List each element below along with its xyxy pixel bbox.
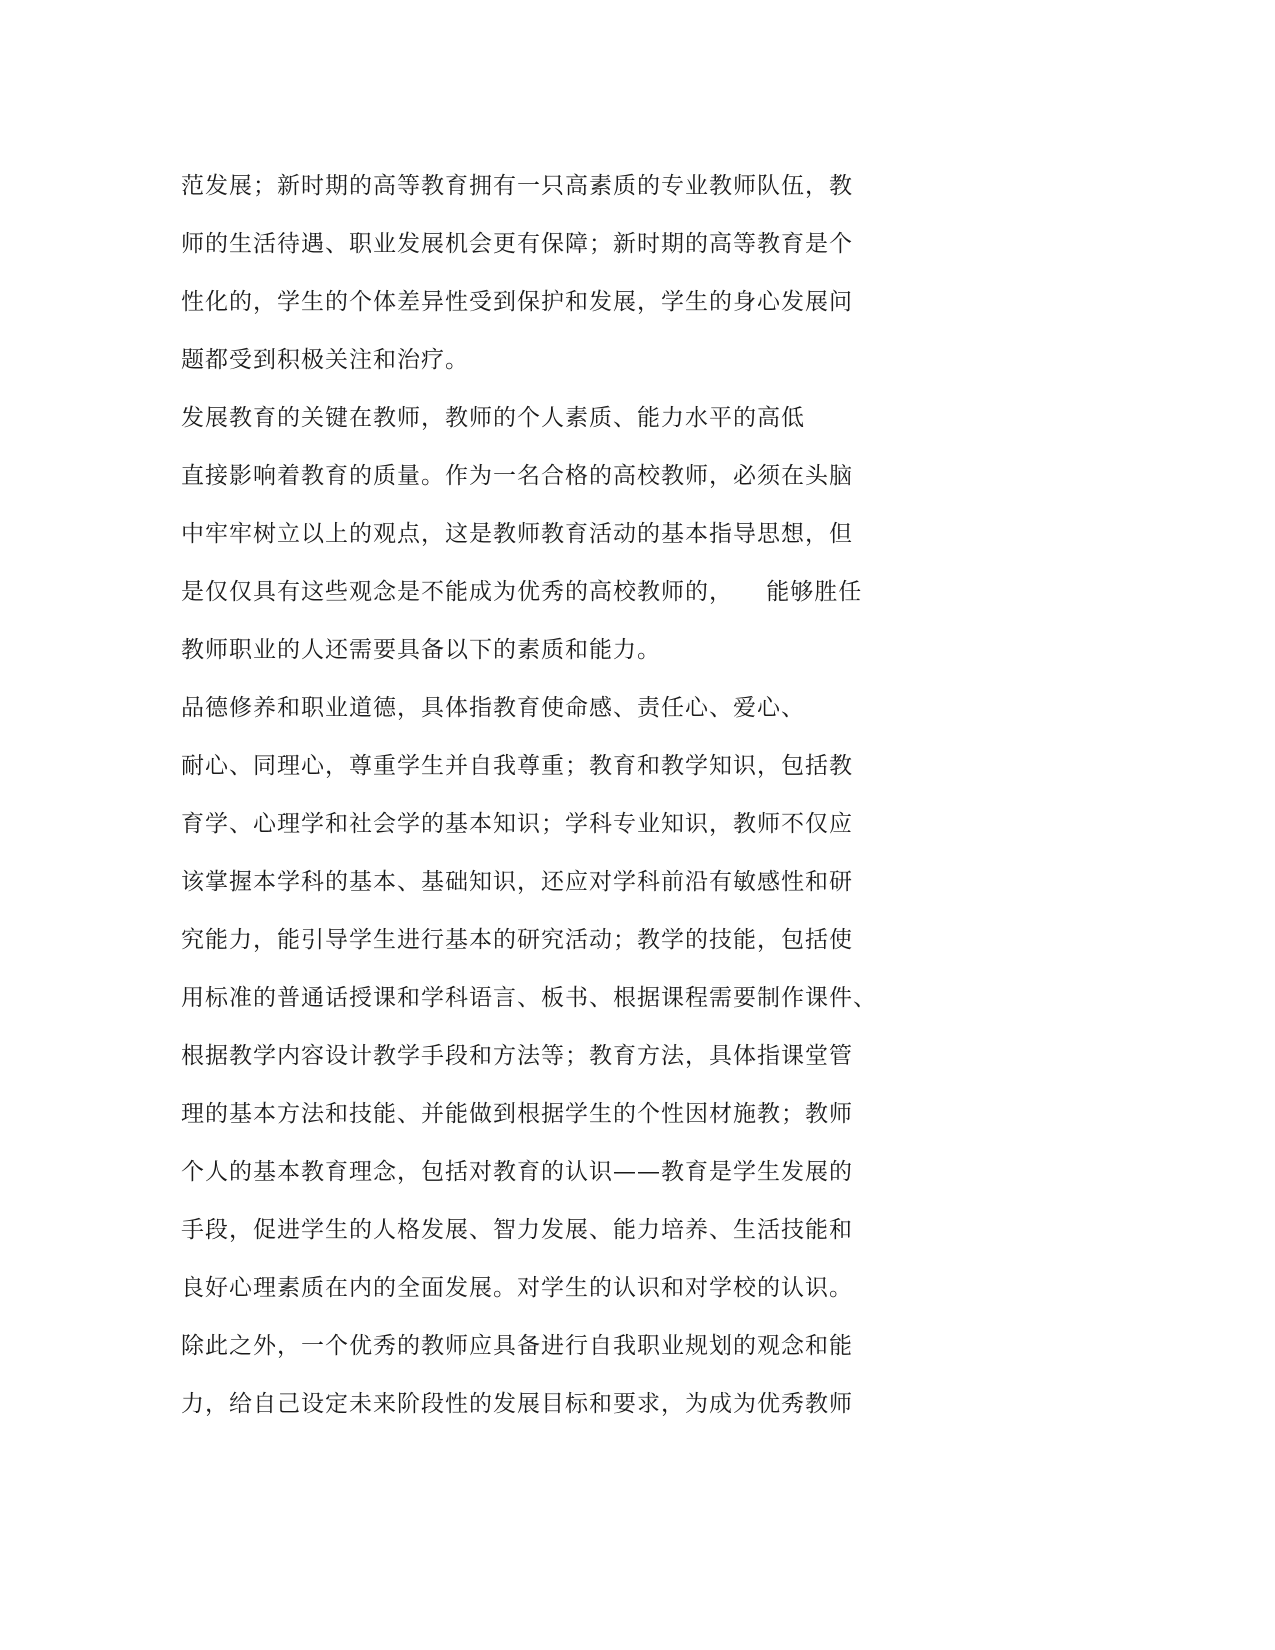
- text-line: 力，给自己设定未来阶段性的发展目标和要求，为成为优秀教师: [181, 1391, 853, 1417]
- text-line: 育学、心理学和社会学的基本知识；学科专业知识，教师不仅应: [181, 811, 853, 837]
- text-line: 中牢牢树立以上的观点，这是教师教育活动的基本指导思想，但: [181, 521, 853, 547]
- text-line: 根据教学内容设计教学手段和方法等；教育方法，具体指课堂管: [181, 1043, 853, 1069]
- text-line: 教师职业的人还需要具备以下的素质和能力。: [181, 637, 661, 663]
- text-line: 理的基本方法和技能、并能做到根据学生的个性因材施教；教师: [181, 1101, 853, 1127]
- text-line: 师的生活待遇、职业发展机会更有保障；新时期的高等教育是个: [181, 231, 853, 257]
- text-line: 除此之外，一个优秀的教师应具备进行自我职业规划的观念和能: [181, 1333, 853, 1359]
- text-line: 该掌握本学科的基本、基础知识，还应对学科前沿有敏感性和研: [181, 869, 853, 895]
- text-line: 直接影响着教育的质量。作为一名合格的高校教师，必须在头脑: [181, 463, 853, 489]
- text-line: 品德修养和职业道德，具体指教育使命感、责任心、爱心、: [181, 695, 805, 721]
- text-line: 范发展；新时期的高等教育拥有一只高素质的专业教师队伍，教: [181, 173, 853, 199]
- text-line: 良好心理素质在内的全面发展。对学生的认识和对学校的认识。: [181, 1275, 853, 1301]
- text-line: 是仅仅具有这些观念是不能成为优秀的高校教师的， 能够胜任: [181, 579, 863, 605]
- text-line: 性化的，学生的个体差异性受到保护和发展，学生的身心发展问: [181, 289, 853, 315]
- text-line: 发展教育的关键在教师，教师的个人素质、能力水平的高低: [181, 405, 805, 431]
- text-line: 耐心、同理心，尊重学生并自我尊重；教育和教学知识，包括教: [181, 753, 853, 779]
- text-line: 个人的基本教育理念，包括对教育的认识——教育是学生发展的: [181, 1159, 853, 1185]
- text-line: 题都受到积极关注和治疗。: [181, 347, 469, 373]
- text-line: 用标准的普通话授课和学科语言、板书、根据课程需要制作课件、: [181, 985, 877, 1011]
- text-line: 究能力，能引导学生进行基本的研究活动；教学的技能，包括使: [181, 927, 853, 953]
- text-line: 手段，促进学生的人格发展、智力发展、能力培养、生活技能和: [181, 1217, 853, 1243]
